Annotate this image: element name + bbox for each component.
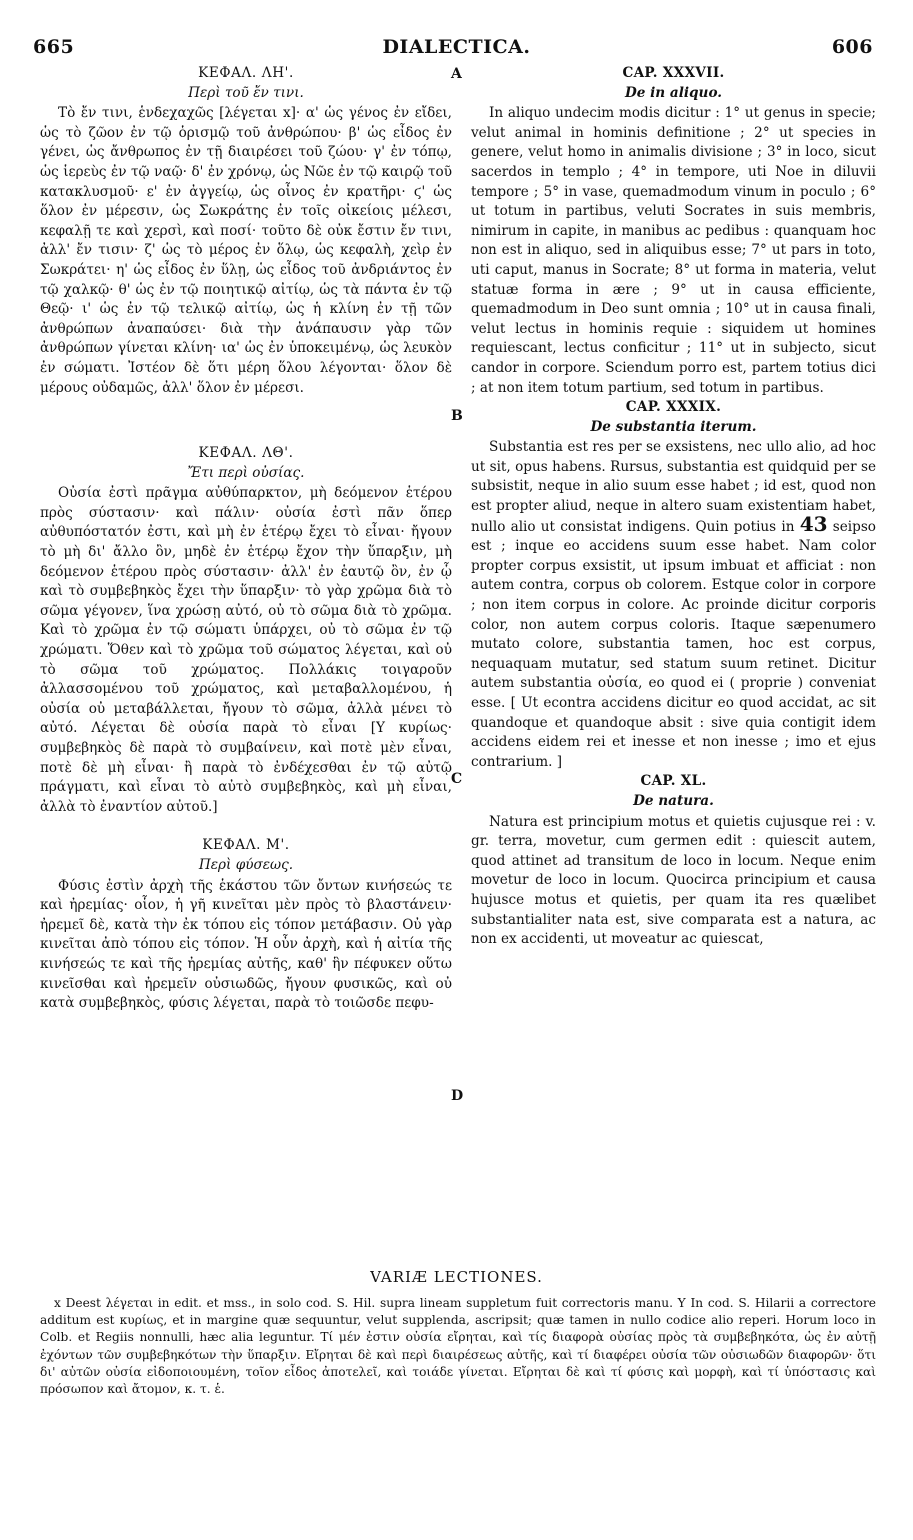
greek-chapter-40 [40,836,452,1013]
chapter-heading: CAP. XL. [640,773,707,790]
chapter-heading: CAP. XXXIX. [625,399,722,416]
text-segment: Substantia est res per se exsistens, nec ullo alio, ad hoc ut sit, opus habens. Rursus, substantia est quidquid per se subsistit, neque in alio suum esse habet ; id est, quod non est propter aliud, neque in altero suam existentiam habet, nullo alio ut consistat indigens. Quin potius in [471,439,876,535]
chapter-text: Τὸ ἔν τινι, ἑνδεχαχῶς [λέγεται x]· α' ὡς γένος ἐν εἴδει, ὡς τὸ ζῶον ἐν τῷ ὁρισμῷ τοῦ ἀνθρώπου· β' ὡς εἶδος ἐν γένει, ὡς ἄνθρωπος ἐν τῇ διαιρέσει τοῦ ζώου· γ' ἐν τόπῳ, ὡς ἱερεὺς ἐν τῷ ναῷ· δ' ἐν χρόνῳ, ὡς Νῶε ἐν τῷ καιρῷ τοῦ κατακλυσμοῦ· ε' ἐν ἀγγείῳ, ὡς οἶνος ἐν κρατῆρι· ϛ' ὡς ὅλον ἐν μέρεσιν, ὡς Σωκράτης ἐν τοῖς οἰκείοις μέλεσι, κεφαλῇ τε καὶ χερσὶ, καὶ ποσί· τοῦτο δὲ οὐκ ἔστιν ἔν τινι, ἀλλ' ἔν τισιν· ζ' ὡς τὸ μέρος ἐν ὅλῳ, ὡς κεφαλὴ, χεὶρ ἐν Σωκράτει· η' ὡς εἶδος ἐν ὕλῃ, ὡς εἶδος τοῦ ἀνδριάντος ἐν τῷ χαλκῷ· θ' ὡς ἐν τῷ ποιητικῷ αἰτίῳ, ὡς τὰ πάντα ἐν τῷ Θεῷ· ι' ὡς ἐν τῷ τελικῷ αἰτίῳ, ὡς ἡ κλίνη ἐν τῇ τῶν ἀνθρώπων ἀναπαύσει· διὰ τὴν ἀνάπαυσιν γὰρ τῶν ἀνθρώπων γίνεται κλίνη· ια' ὡς ἐν ὑποκειμένῳ, ὡς λευκὸν ἐν σώματι. Ἰστέον δὲ ὅτι μέρη ὅλου λέγονται· ὅλον δὲ μέρους οὐδαμῶς, ἀλλ' ὅλον ἐν μέρεσι. [40,105,452,396]
greek-chapter-39 [40,444,452,817]
chapter-subtitle: De natura. [633,792,714,809]
variae-lectiones-notes: x Deest λέγεται in edit. et mss., in solo cod. S. Hil. supra lineam suppletum fuit correctoris manu. Y In cod. S. Hilarii a correctore additum est κυρίως, et in margine quæ sequuntur, velut supplenda, ascripsit; quæ tamen in nullo codice alio reperi. Horum loco in Colb. et Regiis nonnulli, hæc alia leguntur. Τί μέν ἐστιν οὐσία εἴρηται, καὶ τίς διαφορὰ οὐσίας πρὸς τὰ συμβεβηκότα, ὡς ἐν αὐτῇ ἐχόντων τῶν συμβεβηκότων τὴν ὕπαρξιν. Εἴρηται δὲ καὶ περὶ διαιρέσεως αὐτῆς, καὶ τί διαφέρει οὐσία τῶν οὐσιωδῶν διαφορῶν· ὅτι δι' αὐτῶν οὐσία εἰδοποιουμένη, τοῖον εἶδος ἀποτελεῖ, καὶ τοιάδε γίνεται. Εἴρηται δὲ καὶ τί φύσις καὶ μορφὴ, καὶ τί ὑπόστασις καὶ πρόσωπον καὶ ἄτομον, κ. τ. ἑ. [40,1296,876,1397]
margin-marker-b: B [451,408,463,424]
chapter-subtitle: De substantia iterum. [590,418,757,435]
chapter-text [471,438,876,772]
chapter-text: In aliquo undecim modis dicitur : 1° ut genus in specie; velut animal in hominis definitione ; 2° ut species in genere, velut homo in animalis divisione ; 3° in loco, sicut sacerdos in templo ; 4° in tempore, uti Noe in diluvii tempore ; 5° in vase, quemadmodum vinum in poculo ; 6° ut totum in partibus, veluti Socrates in suis membris, nimirum in capite, in manibus ac pedibus : quanquam hoc non est in aliquo, sed in aliquibus esse; 7° ut pars in toto, uti caput, manus in Socrate; 8° ut forma in materia, velut statuæ forma in ære ; 9° ut in causa efficiente, quemadmodum in Deo sunt omnia ; 10° ut in causa finali, velut lectus in hominis requie : siquidem ut homines requiescant, lectus conficitur ; 11° ut in subjecto, sicut candor in corpore. Sciendum porro est, partem totius dici ; at non item totum partium, sed totum in partibus. [471,105,876,396]
greek-column [40,64,452,1014]
text-segment: seipso est ; inque eo accidens suum esse habet. Nam color propter corpus exsistit, ut ipsum imbuat et afficiat : non autem contra, corpus ob colorem. Estque color in corpore ; non item corpus in colore. Ac proinde dicitur corporis color, non autem corpus coloris. Itaque sæpenumero mutato colore, substantia tamen, hoc est corpus, nequaquam mutatur, sed statum suum retinet. Dicitur autem substantia οὐσία, eo quod ei ( proprie ) conveniat esse. [ Ut econtra accidens dicitur eo quod accidat, ac sit quandoque et quandoque absit : sive quia contigit idem accidens eidem rei et inesse et non inesse ; imo et ejus contrarium. ] [471,518,876,770]
chapter-heading: ΚΕΦΑΛ. ΛΘ'. [198,445,294,462]
latin-chapter-37 [471,64,876,398]
chapter-text: Φύσις ἐστὶν ἀρχὴ τῆς ἑκάστου τῶν ὄντων κινήσεώς τε καὶ ἠρεμίας· οἷον, ἡ γῆ κινεῖται μὲν πρὸς τὸ βλαστάνειν· ἠρεμεῖ δὲ, κατὰ τὴν ἐκ τόπου εἰς τόπον μετάβασιν. Οὐ γὰρ κινεῖται ἀπὸ τόπου εἰς τόπον. Ἡ οὖν ἀρχὴ, καὶ ἡ αἰτία τῆς κινήσεώς τε καὶ τῆς ἠρεμίας αὐτῆς, καθ' ἣν πέφυκεν οὕτω κινεῖσθαι καὶ ἠρεμεῖν οὐσιωδῶς, ἤγουν φυσικῶς, καὶ οὐ κατὰ συμβεβηκὸς, φύσις λέγεται, παρὰ τὸ τοιῶσδε πεφυ- [40,877,452,1012]
variae-lectiones-title: VARIÆ LECTIONES. [370,1268,543,1286]
left-page-number: 665 [33,36,75,58]
chapter-subtitle: Ἔτι περὶ οὐσίας. [187,464,305,481]
greek-chapter-38 [40,64,452,398]
running-title: DIALECTICA. [382,36,531,58]
latin-chapter-40 [471,772,876,949]
chapter-subtitle: Περὶ τοῦ ἔν τινι. [188,84,304,101]
margin-marker-c: C [451,771,463,787]
chapter-text: Οὐσία ἐστὶ πρᾶγμα αὐθύπαρκτον, μὴ δεόμενον ἑτέρου πρὸς σύστασιν· καὶ πάλιν· οὐσία ἐστὶ πᾶν ὅπερ αὐθυπόστατόν ἐστι, καὶ μὴ ἐν ἑτέρῳ ἔχει τὸ εἶναι· ἤγουν τὸ μὴ δι' ἄλλο ὂν, μηδὲ ἐν ἑτέρῳ ἔχον τὴν ὕπαρξιν, μὴ δεόμενον ἑτέρου πρὸς σύστασιν· ἀλλ' ἐν ἑαυτῷ ὂν, ἐν ᾧ καὶ τὸ συμβεβηκὸς ἔχει τὴν ὕπαρξιν· τὸ γὰρ χρῶμα διὰ τὸ σῶμα γέγονεν, ἵνα χρώσῃ αὐτό, οὐ τὸ σῶμα διὰ τὸ χρῶμα. Καὶ τὸ χρῶμα ἐν τῷ σώματι ὑπάρχει, οὐ τὸ σῶμα ἐν τῷ χρώματι. Ὅθεν καὶ τὸ χρῶμα τοῦ σώματος λέγεται, καὶ οὐ τὸ σῶμα τοῦ χρώματος. Πολλάκις τοιγαροῦν ἀλλασσομένου τοῦ χρώματος, καὶ μεταβαλλομένου, ἡ οὐσία οὐ μεταβάλλεται, ἤγουν τὸ σῶμα, ἀλλὰ μένει τὸ αὐτό. Λέγεται δὲ οὐσία παρὰ τὸ εἶναι [Y κυρίως· συμβεβηκὸς δὲ παρὰ τὸ συμβαίνειν, καὶ ποτὲ μὲν εἶναι, ποτὲ δὲ μὴ εἶναι· ἢ παρὰ τὸ ἐνδέχεσθαι ἐν τῷ αὐτῷ πράγματι, καὶ εἶναι τὸ αὐτὸ συμβεβηκὸς, καὶ μὴ εἶναι, ἀλλὰ τὸ ἐναντίον αὐτοῦ.] [40,485,452,815]
margin-marker-d: D [451,1088,464,1104]
latin-chapter-39 [471,398,876,772]
chapter-subtitle: De in aliquo. [624,84,723,101]
margin-marker-a: A [451,66,462,82]
chapter-heading: ΚΕΦΑΛ. ΛΗ'. [198,65,294,81]
chapter-subtitle: Περὶ φύσεως. [198,856,294,873]
chapter-text: Natura est principium motus et quietis cujusque rei : v. gr. terra, movetur, cum germen edit : quiescit autem, quod attinet ad transitum de loco in locum. Neque enim movetur de loco in locum. Quocirca principium et causa hujusce motus et quietis, per quam ita res quælibet substantialiter nata est, sive comparata est a natura, ac non ex accidenti, ut moveatur ac quiescat, [471,813,876,948]
latin-column [471,64,876,950]
right-page-number: 606 [831,36,873,58]
chapter-heading: CAP. XXXVII. [622,65,725,81]
chapter-heading: ΚΕΦΑΛ. Μ'. [202,837,290,854]
column-page-number: 43 [799,511,828,536]
